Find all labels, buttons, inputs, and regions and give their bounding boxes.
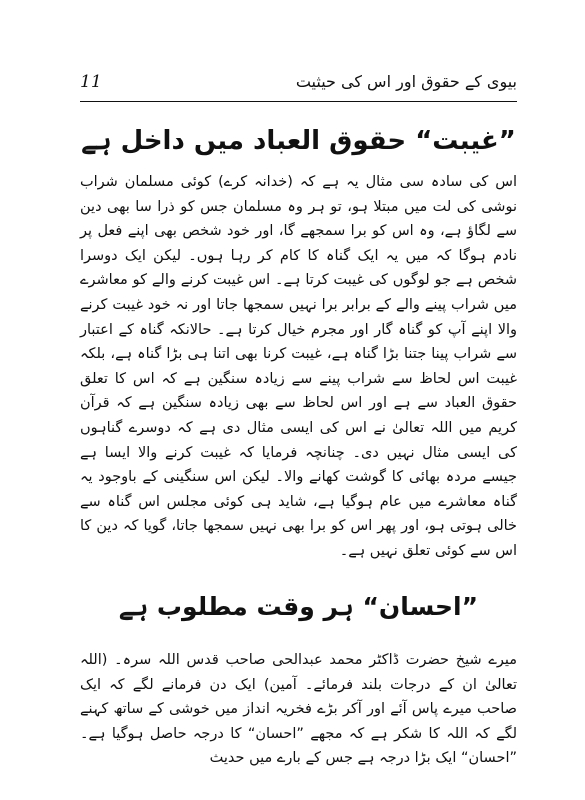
running-header bbox=[80, 72, 517, 96]
header-divider bbox=[80, 101, 517, 102]
section-heading-ghibat: ”غیبت“ حقوق العباد میں داخل ہے bbox=[81, 126, 516, 156]
header-title: بیوی کے حقوق اور اس کی حیثیت bbox=[295, 72, 517, 91]
paragraph-ghibat: اس کی سادہ سی مثال یہ ہے کہ (خدانہ کرے) کوئی مسلمان شراب نوشی کی لت میں مبتلا ہو، تو ہر وہ مسلمان جس کو ذرا سا بھی دین سے لگاؤ ہے، وہ اس کو برا سمجھے گا، اور خود شخص بھی اپنے فعل پر نادم ہوگا کہ میں یہ ایک گناہ کا کام کر رہا ہوں۔ لیکن ایک دوسرا شخص ہے جو لوگوں کی غیبت کرتا ہے۔ اس غیبت کرنے والے کو معاشرے میں شراب پینے والے کے برابر برا نہیں سمجھا جاتا اور نہ خود غیبت کرنے والا اپنے آپ کو گناہ گار اور مجرم خیال کرتا ہے۔ حالانکہ گناہ کے اعتبار سے شراب پینا جتنا بڑا گناہ ہے، غیبت کرنا بھی اتنا ہی بڑا گناہ ہے، بلکہ غیبت اس لحاظ سے شراب پینے سے زیادہ سنگین ہے کہ اس کا تعلق حقوق العباد سے ہے اور اس لحاظ سے بھی زیادہ سنگین ہے کہ قرآن کریم میں اللہ تعالیٰ نے اس کی ایسی مثال دی ہے کہ دوسرے گناہوں کی ایسی مثال نہیں دی۔ چنانچہ فرمایا کہ غیبت کرنے والا ایسا ہے جیسے مردہ بھائی کا گوشت کھانے والا۔ لیکن اس سنگینی کے باوجود یہ گناہ معاشرے میں عام ہوگیا ہے، شاید ہی کوئی مجلس اس گناہ سے خالی ہوتی ہو، اور پھر اس کو برا بھی نہیں سمجھا جاتا، گویا کہ دین کا اس سے کوئی تعلق نہیں ہے۔ bbox=[80, 174, 517, 559]
paragraph-ihsan: میرے شیخ حضرت ڈاکٹر محمد عبدالحی صاحب قدس اللہ سرہ۔ (اللہ تعالیٰ ان کے درجات بلند فرمائے۔ آمین) ایک دن فرمانے لگے کہ ایک صاحب میرے پاس آئے اور آکر بڑے فخریہ انداز میں خوشی کے ساتھ کہنے لگے کہ اللہ کا شکر ہے کہ مجھے ”احسان“ کا درجہ حاصل ہوگیا ہے۔ ”احسان“ ایک بڑا درجہ ہے جس کے بارے میں حدیث bbox=[80, 652, 517, 767]
section-heading-ihsan: ”احسان“ ہر وقت مطلوب ہے bbox=[118, 592, 479, 621]
page-number: 11 bbox=[80, 72, 102, 92]
